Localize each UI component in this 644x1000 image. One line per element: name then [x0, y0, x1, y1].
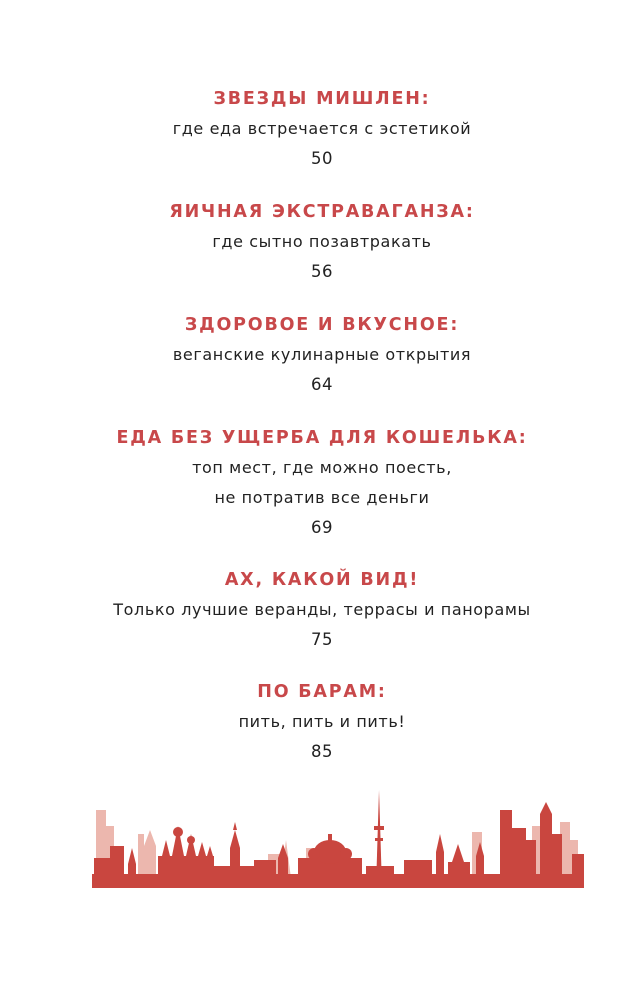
toc-entry[interactable]: [0, 677, 644, 767]
moscow-skyline-icon: [92, 782, 584, 888]
toc-entry-page-number: 69: [311, 518, 333, 537]
toc-entry[interactable]: [0, 197, 644, 287]
toc-entry-subtitle: Только лучшие веранды, террасы и панорамы: [113, 600, 531, 619]
toc-entry-page-number: 64: [311, 375, 333, 394]
skyline-foreground-layer: [92, 790, 584, 888]
toc-entry-subtitle: где еда встречается с эстетикой: [172, 119, 472, 138]
toc-entry-title: ПО БАРАМ:: [257, 682, 387, 702]
toc-entry-subtitle: пить, пить и пить!: [238, 712, 406, 731]
toc-entry-subtitle: не потратив все деньги: [214, 488, 430, 507]
toc-entry-page-number: 85: [311, 742, 333, 761]
toc-entry-title: ЗДОРОВОЕ И ВКУСНОЕ:: [184, 315, 460, 335]
toc-entry[interactable]: [0, 84, 644, 174]
toc-entry-page-number: 56: [311, 262, 333, 281]
toc-entry[interactable]: [0, 310, 644, 400]
toc-entry[interactable]: [0, 565, 644, 655]
toc-entry[interactable]: [0, 423, 644, 543]
toc-entry-title: ЕДА БЕЗ УЩЕРБА ДЛЯ КОШЕЛЬКА:: [116, 428, 528, 448]
toc-entry-page-number: 75: [311, 630, 333, 649]
toc-entry-page-number: 50: [311, 149, 333, 168]
toc-entry-subtitle: топ мест, где можно поесть,: [192, 458, 452, 477]
toc-entry-title: АХ, КАКОЙ ВИД!: [224, 570, 420, 590]
toc-entry-title: ЯИЧНАЯ ЭКСТРАВАГАНЗА:: [169, 202, 475, 222]
toc-entry-subtitle: где сытно позавтракать: [212, 232, 432, 251]
toc-entry-subtitle: веганские кулинарные открытия: [172, 345, 472, 364]
toc-entry-title: ЗВЕЗДЫ МИШЛЕН:: [213, 89, 431, 109]
